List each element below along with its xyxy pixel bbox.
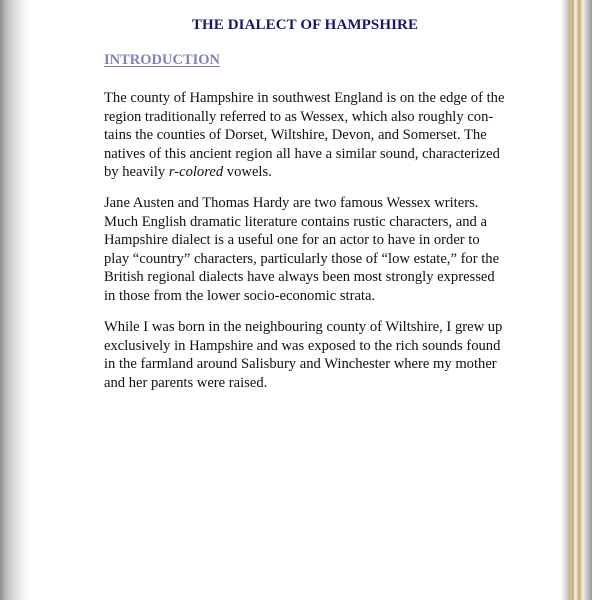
paragraph-line: Hampshire dialect is a useful one for an actor to have in order to	[104, 232, 480, 248]
section-heading-introduction[interactable]: INTRODUCTION	[104, 52, 221, 68]
text-run: by heavily	[104, 164, 169, 180]
page-title: THE DIALECT OF HAMPSHIRE	[191, 17, 419, 33]
paragraph-line: Jane Austen and Thomas Hardy are two famous Wessex writers.	[104, 195, 479, 211]
paragraph-2	[104, 194, 524, 305]
paragraph-line	[104, 163, 524, 182]
paragraph-line: The county of Hampshire in southwest England is on the edge of the	[104, 90, 505, 106]
paragraph-1	[104, 89, 524, 182]
italic-term: r-colored	[168, 164, 224, 180]
paragraph-line: tains the counties of Dorset, Wiltshire, Devon, and Somerset. The	[104, 127, 487, 143]
paragraph-line: Much English dramatic literature contains rustic characters, and a	[104, 213, 487, 230]
paragraph-line: While I was born in the neighbouring county of Wiltshire, I grew up	[104, 319, 503, 335]
paragraph-line: in those from the lower socio-economic strata.	[104, 287, 376, 304]
paragraph-line: and her parents were raised.	[104, 374, 268, 391]
paragraph-line: British regional dialects have always been most strongly expressed	[104, 269, 495, 285]
book-page-edges[interactable]	[562, 0, 592, 600]
paragraph-3	[104, 318, 524, 392]
text-run: vowels.	[223, 164, 272, 180]
page-gutter-shadow	[0, 0, 30, 600]
paragraph-line: in the farmland around Salisbury and Winchester where my mother	[104, 356, 497, 372]
paragraph-line: play “country” characters, particularly those of “low estate,” for the	[104, 250, 500, 267]
paragraph-line: exclusively in Hampshire and was exposed to the rich sounds found	[104, 337, 501, 354]
paragraph-line: region traditionally referred to as Wessex, which also roughly con-	[104, 108, 494, 125]
paragraph-line: natives of this ancient region all have a similar sound, characterized	[104, 145, 500, 162]
